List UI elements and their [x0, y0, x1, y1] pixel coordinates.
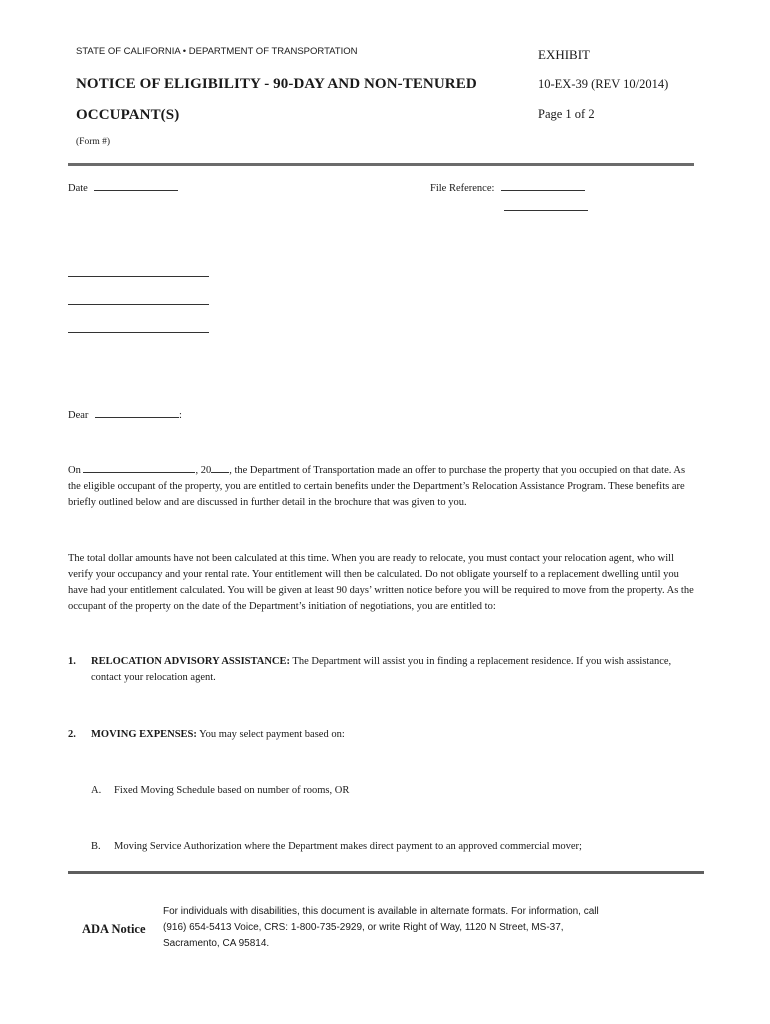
address-line-3[interactable]	[68, 332, 209, 333]
date-label: Date	[68, 183, 88, 194]
document-title: NOTICE OF ELIGIBILITY - 90-DAY AND NON-TENURED	[76, 76, 477, 92]
file-reference-blank-2[interactable]	[504, 210, 588, 211]
ada-line-2: (916) 654-5413 Voice, CRS: 1-800-735-2929, or write Right of Way, 1120 N Street, MS-37,	[163, 922, 564, 933]
item-1	[91, 654, 691, 686]
p1-on: On	[68, 465, 81, 476]
file-reference-field	[430, 180, 585, 197]
subitem-a-text: Fixed Moving Schedule based on number of rooms, OR	[114, 785, 350, 796]
item-1-heading: RELOCATION ADVISORY ASSISTANCE:	[91, 656, 290, 667]
item-2	[91, 727, 691, 743]
dear-colon: :	[179, 410, 182, 421]
paragraph-entitlement: The total dollar amounts have not been calculated at this time. When you are ready to relocate, you must contact your relocation agent, who will verify your occupancy and your rental rate. Your entitlement will then be calculated. Do not obligate yourself to a replacement dwelling until you have had your entitlement calculated. You will be given at least 90 days’ written notice before you will be required to move from the property. As the occupant of the property on the date of the Department’s initiation of negotiations, you are entitled to:	[68, 553, 694, 612]
dear-label: Dear	[68, 410, 89, 421]
offer-date-blank[interactable]	[83, 462, 195, 473]
file-reference-label: File Reference:	[430, 183, 495, 194]
subitem-a-letter: A.	[91, 785, 102, 796]
form-number: 10-EX-39 (REV 10/2014)	[538, 77, 669, 91]
ada-notice-text	[163, 904, 599, 952]
header-divider	[68, 163, 694, 166]
exhibit-label: EXHIBIT	[538, 47, 590, 62]
ada-notice-label: ADA Notice	[82, 922, 146, 936]
ada-line-1: For individuals with disabilities, this document is available in alternate formats. For information, call	[163, 906, 599, 917]
address-line-2[interactable]	[68, 304, 209, 305]
date-field	[68, 180, 178, 197]
p1-rest: , the Department of Transportation made an offer to purchase the property that you occupied on that date. As the eligible occupant of the property, you are entitled to certain benefits under the Department’s Relocation Assistance Program. These benefits are briefly outlined below and are discussed in further detail in the brochure that was given to you.	[68, 465, 686, 508]
agency-header: STATE OF CALIFORNIA • DEPARTMENT OF TRANSPORTATION	[76, 46, 358, 57]
item-2-number: 2.	[68, 729, 76, 740]
date-blank[interactable]	[94, 180, 178, 191]
item-1-number: 1.	[68, 656, 76, 667]
paragraph-offer	[68, 462, 696, 511]
file-reference-blank[interactable]	[501, 180, 585, 191]
subitem-b-text: Moving Service Authorization where the Department makes direct payment to an approved commercial mover;	[114, 841, 582, 852]
item-2-heading: MOVING EXPENSES:	[91, 729, 197, 740]
ada-line-3: Sacramento, CA 95814.	[163, 938, 270, 949]
page-number: Page 1 of 2	[538, 107, 595, 121]
p1-20: , 20	[195, 465, 212, 476]
salutation	[68, 407, 182, 424]
offer-year-blank[interactable]	[211, 462, 229, 473]
document-title-line2: OCCUPANT(S)	[76, 107, 180, 123]
dear-blank[interactable]	[95, 407, 179, 418]
item-1-text: The Department will assist you in finding a replacement residence. If you wish assistance, contact your relocation agent.	[91, 656, 672, 683]
footer-divider	[68, 871, 704, 874]
address-line-1[interactable]	[68, 276, 209, 277]
form-hash: (Form #)	[76, 137, 111, 147]
subitem-b-letter: B.	[91, 841, 101, 852]
item-2-text: You may select payment based on:	[199, 729, 345, 740]
